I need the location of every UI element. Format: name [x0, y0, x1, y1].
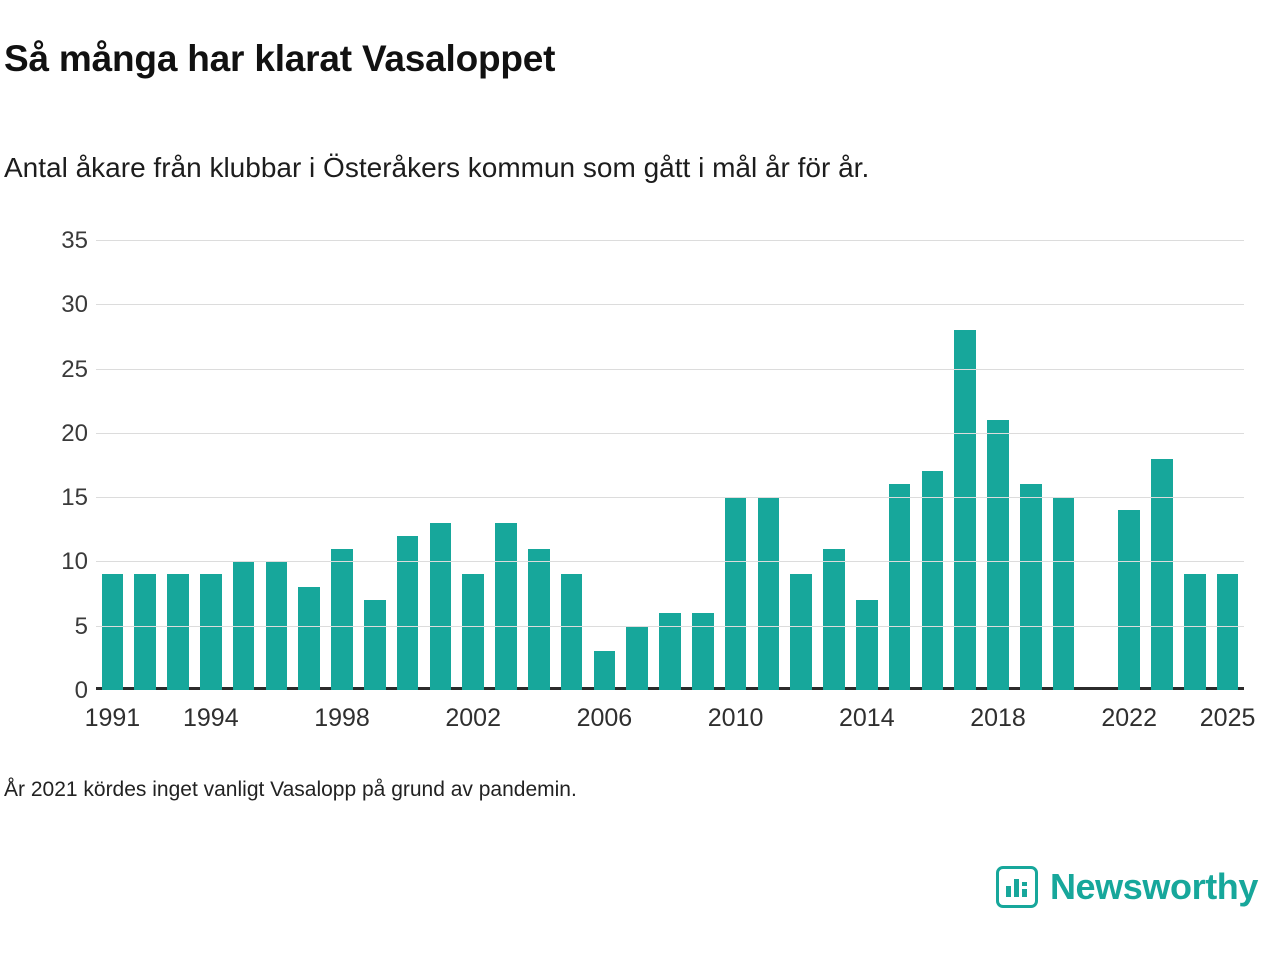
x-axis-labels: [84, 704, 1256, 744]
x-axis-tick-label: 2010: [707, 704, 764, 732]
gridline: [96, 240, 1244, 241]
bar-chart-icon: [996, 866, 1038, 908]
bar: [856, 600, 878, 690]
gridline: [96, 304, 1244, 305]
gridline: [96, 433, 1244, 434]
bar: [364, 600, 386, 690]
bar: [725, 497, 747, 690]
bar: [790, 574, 812, 690]
bar: [397, 536, 419, 690]
bar: [692, 613, 714, 690]
chart-note: År 2021 kördes inget vanligt Vasalopp på grund av pandemin.: [4, 778, 577, 801]
bar: [758, 497, 780, 690]
y-axis-tick-label: 5: [74, 612, 88, 640]
gridline: [96, 561, 1244, 562]
x-axis-tick-label: 2014: [838, 704, 895, 732]
bar: [561, 574, 583, 690]
brand-name: Newsworthy: [1049, 866, 1258, 907]
brand-logo: [996, 866, 1258, 908]
gridline: [96, 497, 1244, 498]
bar: [331, 549, 353, 690]
bar: [134, 574, 156, 690]
bar: [954, 330, 976, 690]
bar: [167, 574, 189, 690]
bar: [430, 523, 452, 690]
page-subtitle: Antal åkare från klubbar i Österåkers kommun som gått i mål år för år.: [4, 152, 870, 183]
bar: [102, 574, 124, 690]
bar: [659, 613, 681, 690]
x-axis-tick-label: 2025: [1199, 704, 1256, 732]
bar: [889, 484, 911, 690]
x-axis-tick-label: 1994: [182, 704, 239, 732]
bar: [495, 523, 517, 690]
bar: [823, 549, 845, 690]
bar-series: [96, 240, 1244, 690]
bar: [987, 420, 1009, 690]
bar: [1118, 510, 1140, 690]
y-axis-tick-label: 15: [61, 484, 88, 512]
bar: [922, 471, 944, 690]
y-axis-tick-label: 25: [61, 355, 88, 383]
gridline: [96, 369, 1244, 370]
bar: [1053, 497, 1075, 690]
y-axis-tick-label: 0: [74, 677, 88, 704]
y-axis-tick-label: 20: [61, 419, 88, 447]
x-axis-tick-label: 2002: [445, 704, 501, 732]
bar: [200, 574, 222, 690]
bar: [1020, 484, 1042, 690]
bar: [1151, 459, 1173, 690]
y-axis-tick-label: 30: [61, 291, 88, 319]
bar: [626, 626, 648, 690]
bar: [1217, 574, 1239, 690]
plot-area: [96, 240, 1244, 690]
page-title: Så många har klarat Vasaloppet: [4, 38, 556, 79]
bar: [298, 587, 320, 690]
y-axis-tick-label: 10: [61, 548, 88, 576]
x-axis-tick-label: 2022: [1101, 704, 1157, 732]
bar: [528, 549, 550, 690]
x-axis-tick-label: 2006: [576, 704, 633, 732]
bar: [462, 574, 484, 690]
gridline: [96, 626, 1244, 627]
y-axis-tick-label: 35: [61, 227, 88, 254]
x-axis-tick-label: 2018: [970, 704, 1026, 732]
bar: [594, 651, 616, 690]
bar-chart: [0, 222, 1280, 732]
x-axis-tick-label: 1998: [314, 704, 370, 732]
x-axis-tick-label: 1991: [84, 704, 141, 732]
bar: [1184, 574, 1206, 690]
